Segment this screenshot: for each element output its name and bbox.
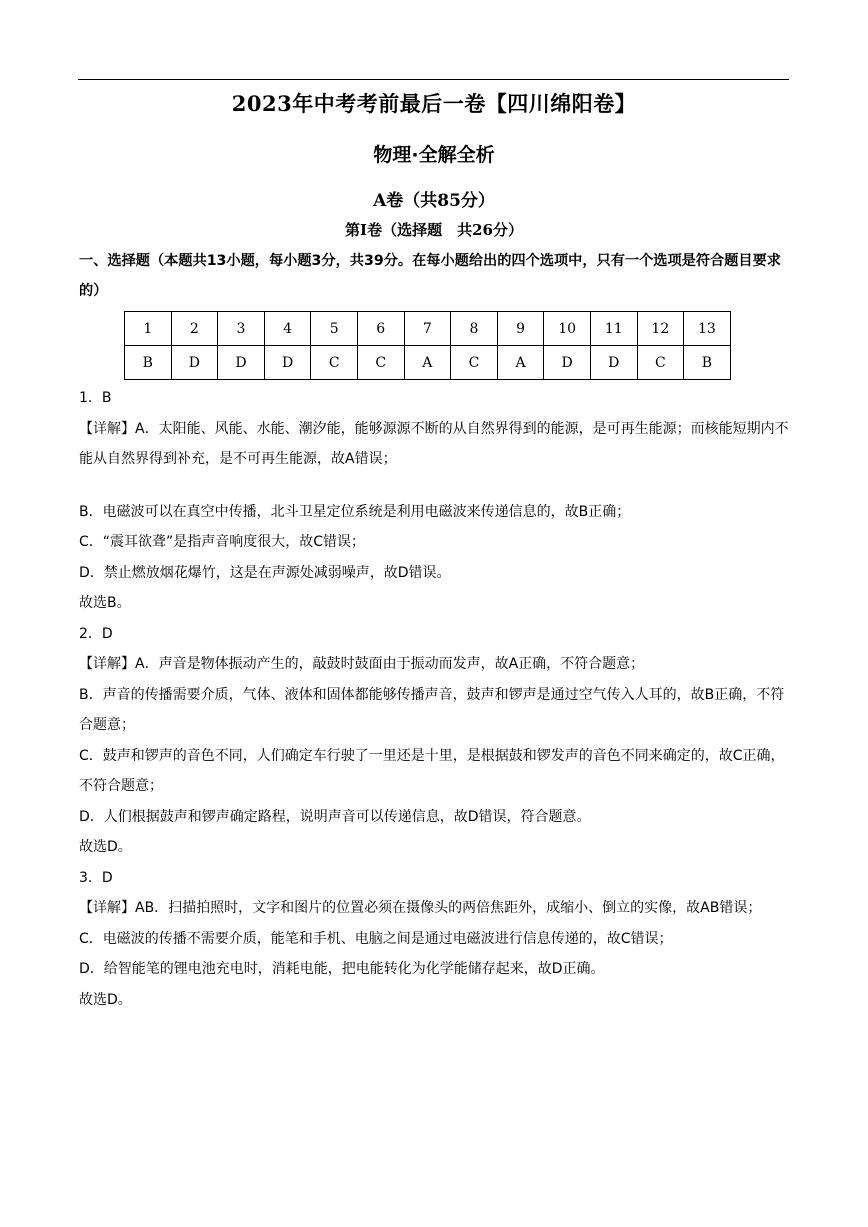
table-cell: B (125, 346, 172, 380)
table-cell: A (404, 346, 451, 380)
table-cell: 3 (218, 312, 265, 346)
explanation-paragraph: D．禁止燃放烟花爆竹，这是在声源处减弱噪声，故D错误。 (79, 564, 451, 581)
table-cell: 12 (637, 312, 684, 346)
explanation-paragraph: 【详解】A．太阳能、风能、水能、潮汐能，能够源源不断的从自然界得到的能源，是可再生能源；而核能短期内不能从自然界得到补充，是不可再生能源，故A错误； (79, 420, 789, 467)
table-cell: D (218, 346, 265, 380)
table-cell: B (684, 346, 731, 380)
table-cell: C (451, 346, 498, 380)
explanation-paragraph: 【详解】A．声音是物体振动产生的，敲鼓时鼓面由于振动而发声，故A正确，不符合题意； (79, 656, 645, 672)
explanation-paragraph: B．电磁波可以在真空中传播，北斗卫星定位系统是利用电磁波来传递信息的，故B正确； (79, 503, 631, 520)
table-cell: 13 (684, 312, 731, 346)
table-cell: C (637, 346, 684, 380)
table-cell: D (264, 346, 311, 380)
header-rule (78, 79, 789, 80)
conclusion-line: 故选D。 (79, 839, 132, 855)
document-subtitle: 物理·全解全析 (373, 144, 495, 166)
answer-table-answer-row (125, 346, 731, 380)
table-cell: 7 (404, 312, 451, 346)
answer-line: 2．D (79, 625, 113, 642)
conclusion-line: 故选B。 (79, 595, 131, 611)
table-cell: D (590, 346, 637, 380)
explanation-paragraph: C．鼓声和锣声的音色不同，人们确定车行驶了一里还是十里，是根据鼓和锣发声的音色不同来确定的，故C正确，不符合题意； (79, 747, 785, 794)
explanations (79, 383, 791, 1015)
table-cell: 1 (125, 312, 172, 346)
answer-table-number-row (125, 312, 731, 346)
table-cell: 8 (451, 312, 498, 346)
table-cell: A (497, 346, 544, 380)
table-cell: D (544, 346, 591, 380)
table-cell: 10 (544, 312, 591, 346)
explanation-paragraph: D．人们根据鼓声和锣声确定路程，说明声音可以传递信息，故D错误，符合题意。 (79, 808, 591, 825)
explanation-paragraph: C．电磁波的传播不需要介质，能笔和手机、电脑之间是通过电磁波进行信息传递的，故C错误； (79, 930, 673, 947)
answer-table (124, 311, 731, 380)
explanation-paragraph: D．给智能笔的锂电池充电时，消耗电能，把电能转化为化学能储存起来，故D正确。 (79, 961, 605, 977)
table-cell: 9 (497, 312, 544, 346)
answer-line: 3．D (79, 869, 113, 886)
explanation-paragraph: 【详解】AB．扫描拍照时，文字和图片的位置必须在摄像头的两倍焦距外，成缩小、倒立的实像，故AB错误； (79, 900, 762, 916)
part-title: A卷（共85分） (373, 191, 495, 211)
table-cell: C (357, 346, 404, 380)
paragraph-gap (79, 475, 791, 497)
conclusion-line: 故选D。 (79, 991, 132, 1008)
table-cell: 4 (264, 312, 311, 346)
document-title: 2023年中考考前最后一卷【四川绵阳卷】 (231, 91, 637, 116)
table-cell: 11 (590, 312, 637, 346)
question-heading: 一、选择题（本题共13小题，每小题3分，共39分。在每小题给出的四个选项中，只有一个选项是符合题目要求的） (79, 253, 781, 299)
table-cell: C (311, 346, 358, 380)
table-cell: 6 (357, 312, 404, 346)
table-cell: 2 (171, 312, 218, 346)
explanation-paragraph: B．声音的传播需要介质，气体、液体和固体都能够传播声音，鼓声和锣声是通过空气传入人耳的，故B正确，不符合题意； (79, 686, 785, 733)
section-title: 第I卷（选择题 共26分） (345, 221, 523, 239)
table-cell: D (171, 346, 218, 380)
explanation-paragraph: C．“震耳欲聋”是指声音响度很大，故C错误； (79, 534, 366, 550)
table-cell: 5 (311, 312, 358, 346)
answer-line: 1．B (79, 390, 112, 406)
